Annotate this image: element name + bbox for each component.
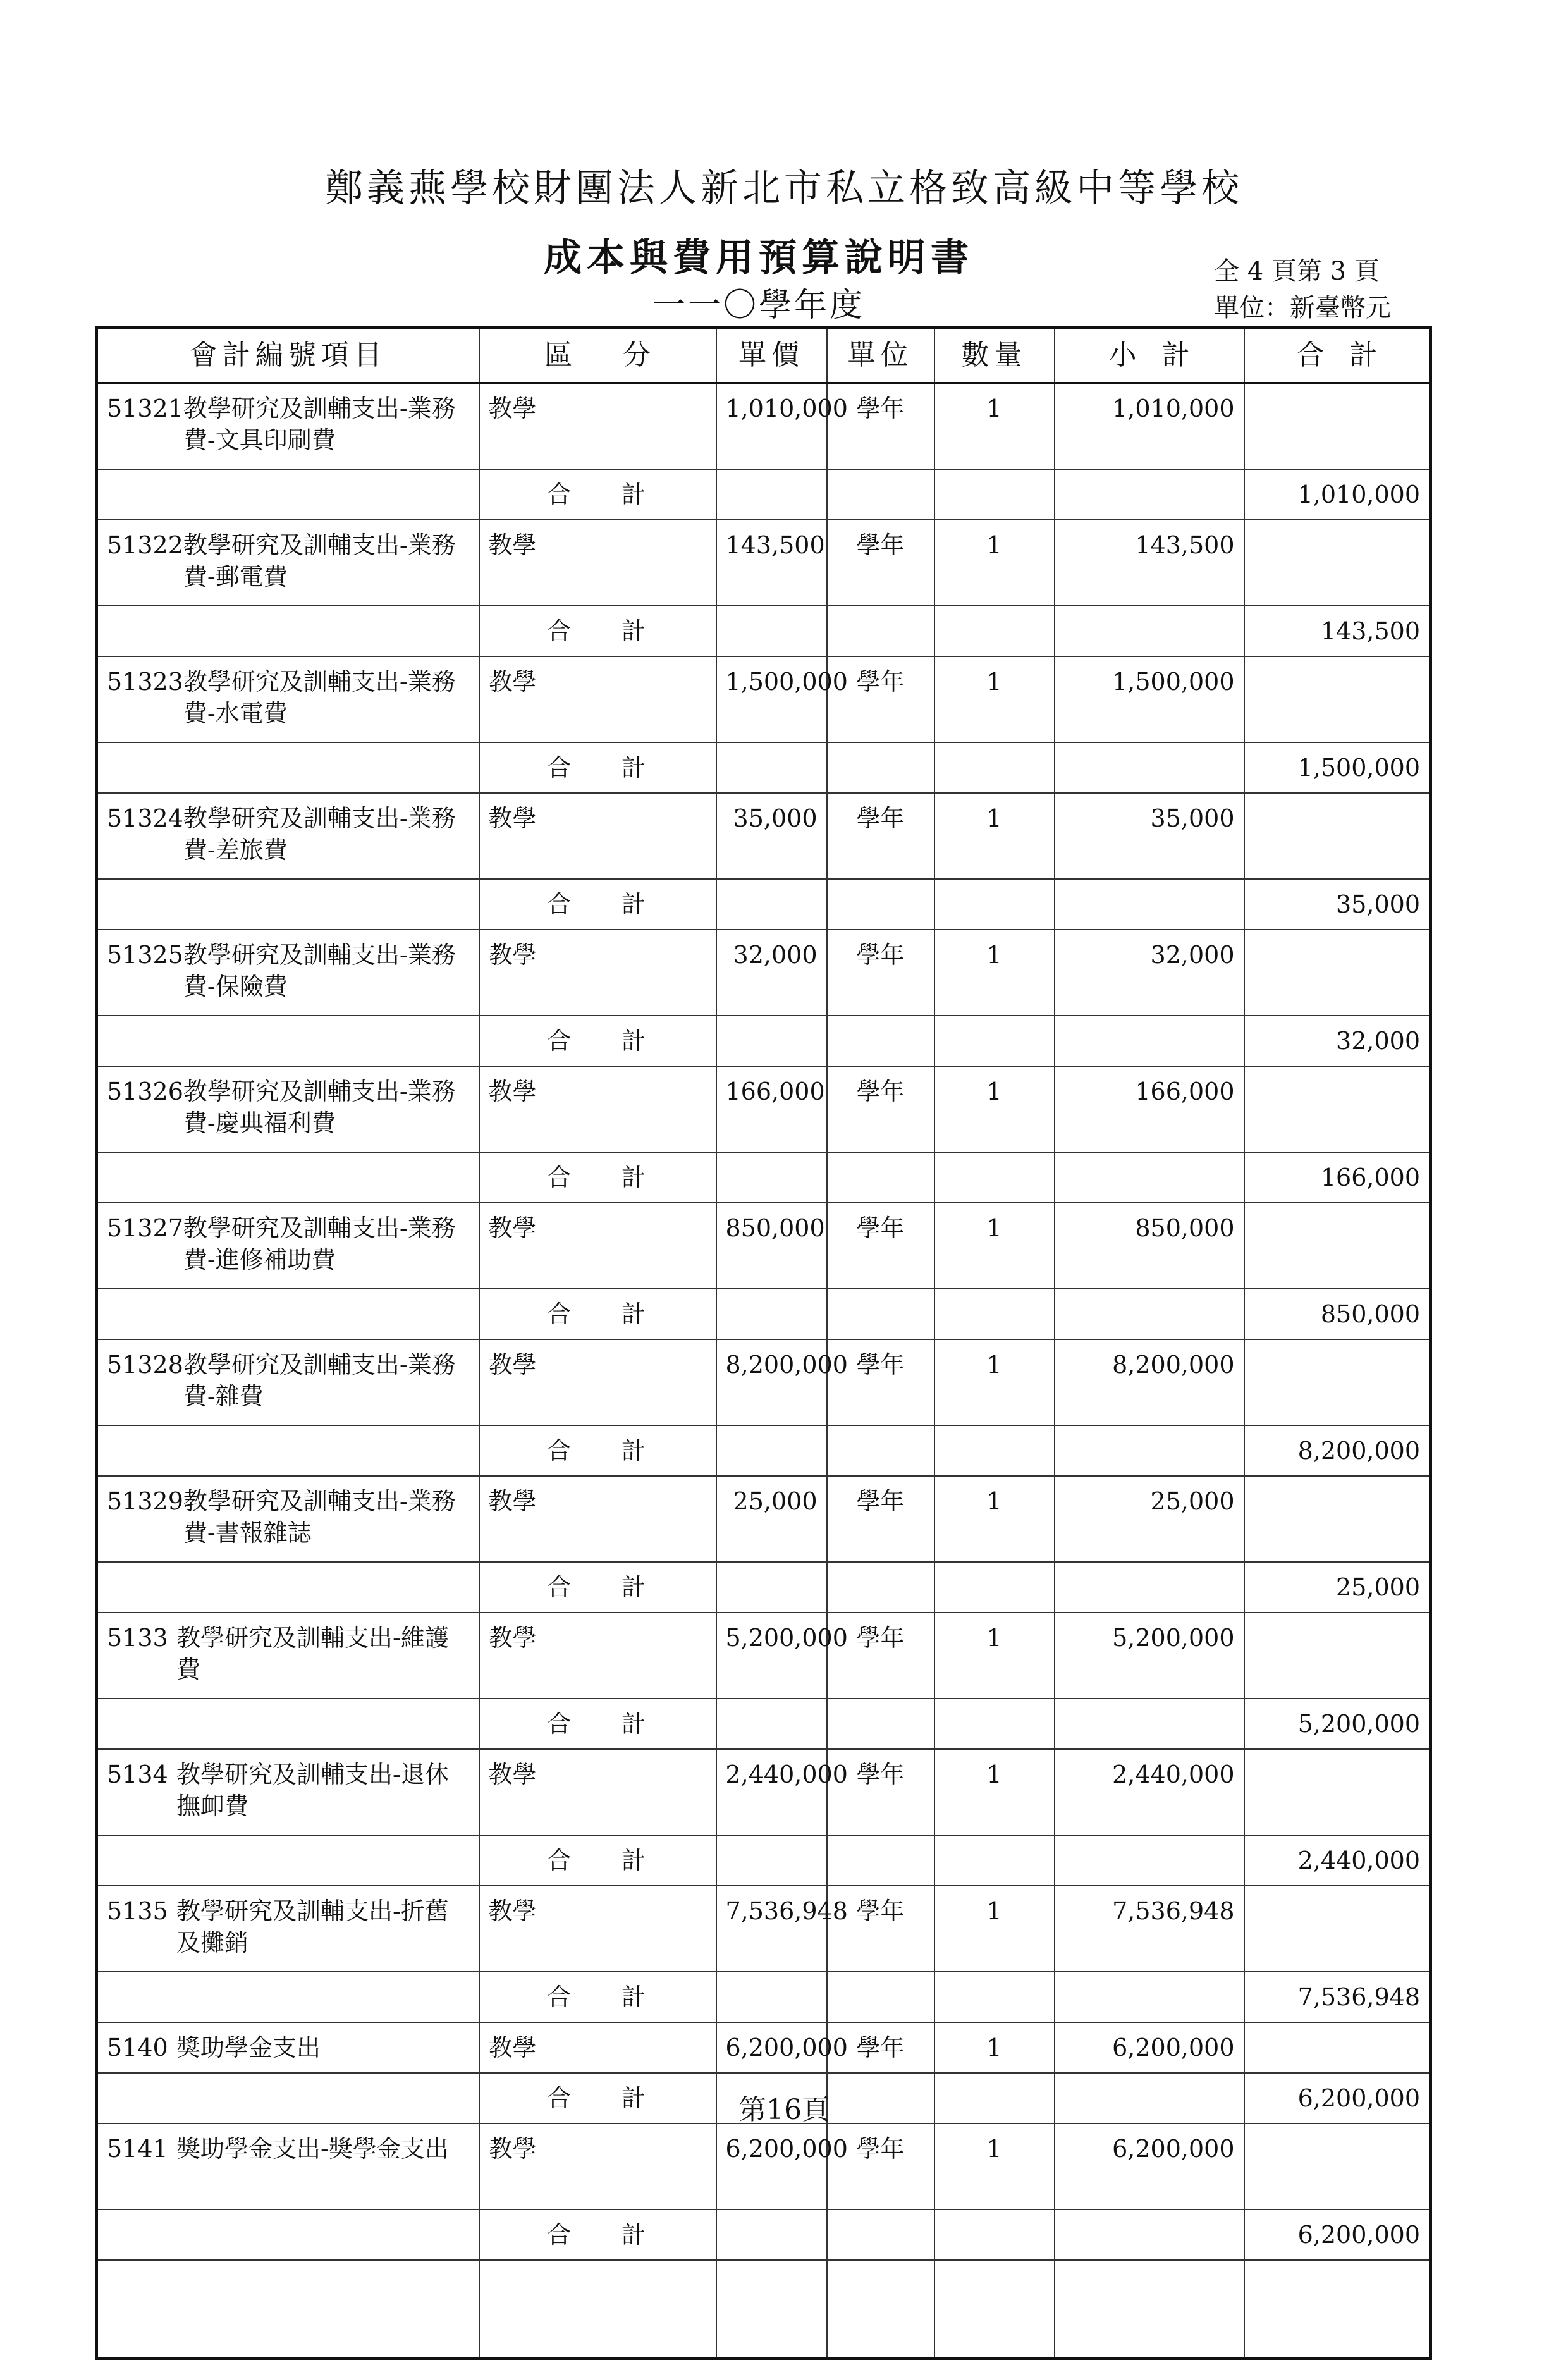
empty-cell: [716, 1835, 827, 1886]
category-cell: 教學: [479, 1203, 716, 1289]
empty-cell: [1055, 1562, 1244, 1613]
empty-cell: [934, 879, 1055, 930]
unit-price-cell: 6,200,000: [716, 2123, 827, 2209]
empty-cell: [934, 1972, 1055, 2022]
unit-price-cell: 5,200,000: [716, 1613, 827, 1699]
sum-total-cell: 5,200,000: [1244, 1699, 1431, 1749]
empty-cell: [827, 879, 934, 930]
category-cell: 教學: [479, 383, 716, 469]
empty-cell: [1055, 1699, 1244, 1749]
category-cell: 教學: [479, 793, 716, 879]
empty-cell: [934, 1016, 1055, 1066]
unit-cell: 學年: [827, 1203, 934, 1289]
unit-cell: 學年: [827, 930, 934, 1016]
total-cell: [1244, 1613, 1431, 1699]
account-code: 51325: [107, 940, 183, 969]
empty-cell: [716, 1016, 827, 1066]
account-cell: [97, 930, 479, 1016]
unit-cell: 學年: [827, 1613, 934, 1699]
unit-price-cell: 7,536,948: [716, 1886, 827, 1972]
account-cell: [97, 656, 479, 742]
unit-price-cell: 25,000: [716, 1476, 827, 1562]
subtotal-cell: 6,200,000: [1055, 2123, 1244, 2209]
table-row: [97, 1203, 1431, 1289]
total-cell: [1244, 793, 1431, 879]
empty-cell: [934, 469, 1055, 520]
account-code: 5134: [107, 1760, 168, 1788]
account-name: 教學研究及訓輔支出-業務費-水電費: [183, 667, 456, 727]
account-cell: [97, 793, 479, 879]
quantity-cell: 1: [934, 2123, 1055, 2209]
table-row: [97, 1749, 1431, 1835]
sum-row: [97, 1972, 1431, 2022]
empty-cell: [934, 742, 1055, 793]
empty-cell: [827, 606, 934, 656]
account-cell: [97, 1749, 479, 1835]
account-entry: [107, 1349, 470, 1412]
unit-cell: 學年: [827, 656, 934, 742]
total-cell: [1244, 1066, 1431, 1152]
account-entry: [107, 2032, 470, 2063]
sum-row: [97, 1152, 1431, 1203]
empty-cell: [97, 742, 479, 793]
empty-cell: [479, 2260, 716, 2359]
table-row: [97, 1066, 1431, 1152]
page-count: 全 4 頁第 3 頁: [1214, 257, 1380, 286]
unit-cell: 學年: [827, 520, 934, 606]
account-name: 教學研究及訓輔支出-業務費-書報雜誌: [183, 1487, 456, 1547]
account-cell: [97, 1203, 479, 1289]
subtotal-cell: 25,000: [1055, 1476, 1244, 1562]
total-cell: [1244, 1203, 1431, 1289]
empty-cell: [716, 469, 827, 520]
sum-row: [97, 879, 1431, 930]
account-cell: [97, 520, 479, 606]
empty-cell: [716, 1972, 827, 2022]
quantity-cell: 1: [934, 383, 1055, 469]
sum-total-cell: 35,000: [1244, 879, 1431, 930]
quantity-cell: 1: [934, 793, 1055, 879]
empty-cell: [97, 469, 479, 520]
unit-cell: 學年: [827, 1476, 934, 1562]
quantity-cell: 1: [934, 1203, 1055, 1289]
empty-cell: [934, 1289, 1055, 1339]
table-row: [97, 793, 1431, 879]
account-code: 5141: [107, 2134, 168, 2163]
sum-row: [97, 469, 1431, 520]
total-cell: [1244, 1749, 1431, 1835]
sum-total-cell: 1,010,000: [1244, 469, 1431, 520]
table-row: [97, 2022, 1431, 2073]
sum-total-cell: 6,200,000: [1244, 2073, 1431, 2123]
sum-row: [97, 1425, 1431, 1476]
unit-cell: 學年: [827, 383, 934, 469]
account-name: 教學研究及訓輔支出-業務費-保險費: [183, 940, 456, 1000]
sum-label: 合計: [479, 1152, 716, 1203]
empty-cell: [716, 606, 827, 656]
unit-price-cell: 2,440,000: [716, 1749, 827, 1835]
total-cell: [1244, 520, 1431, 606]
unit-cell: 學年: [827, 1886, 934, 1972]
document-title: 成本與費用預算說明書: [544, 236, 974, 280]
account-entry: [107, 2133, 470, 2165]
table-row: [97, 520, 1431, 606]
subtotal-cell: 8,200,000: [1055, 1339, 1244, 1425]
account-cell: [97, 2022, 479, 2073]
unit-cell: 學年: [827, 2022, 934, 2073]
empty-cell: [827, 1835, 934, 1886]
sum-total-cell: 32,000: [1244, 1016, 1431, 1066]
account-name: 教學研究及訓輔支出-業務費-文具印刷費: [183, 395, 456, 454]
sum-label: 合計: [479, 742, 716, 793]
account-name: 教學研究及訓輔支出-業務費-進修補助費: [183, 1214, 456, 1274]
unit-cell: 學年: [827, 2123, 934, 2209]
account-code: 51321: [107, 395, 183, 422]
empty-cell: [97, 1289, 479, 1339]
account-code: 51329: [107, 1487, 183, 1515]
quantity-cell: 1: [934, 1066, 1055, 1152]
empty-cell: [716, 1425, 827, 1476]
unit-price-cell: 166,000: [716, 1066, 827, 1152]
subtotal-cell: 1,010,000: [1055, 383, 1244, 469]
empty-cell: [97, 1562, 479, 1613]
account-code: 51322: [107, 531, 183, 559]
sum-label: 合計: [479, 879, 716, 930]
total-cell: [1244, 2022, 1431, 2073]
empty-cell: [716, 2260, 827, 2359]
empty-cell: [934, 1425, 1055, 1476]
sum-row: [97, 1289, 1431, 1339]
sum-row: [97, 606, 1431, 656]
category-cell: 教學: [479, 520, 716, 606]
empty-cell: [97, 2260, 479, 2359]
empty-cell: [827, 1425, 934, 1476]
account-name: 教學研究及訓輔支出-業務費-差旅費: [183, 804, 456, 864]
category-cell: 教學: [479, 930, 716, 1016]
empty-cell: [827, 1016, 934, 1066]
account-entry: [107, 939, 470, 1002]
account-name: 教學研究及訓輔支出-業務費-雜費: [183, 1350, 456, 1410]
account-cell: [97, 1476, 479, 1562]
empty-cell: [934, 1562, 1055, 1613]
category-cell: 教學: [479, 1613, 716, 1699]
account-code: 5140: [107, 2033, 168, 2062]
unit-cell: 學年: [827, 1749, 934, 1835]
empty-cell: [97, 2209, 479, 2260]
total-cell: [1244, 930, 1431, 1016]
subtotal-cell: 6,200,000: [1055, 2022, 1244, 2073]
col-header-total: 合計: [1244, 328, 1431, 383]
empty-cell: [716, 2209, 827, 2260]
quantity-cell: 1: [934, 1476, 1055, 1562]
empty-cell: [934, 606, 1055, 656]
empty-cell: [1055, 1152, 1244, 1203]
empty-cell: [1244, 2260, 1431, 2359]
quantity-cell: 1: [934, 1339, 1055, 1425]
empty-cell: [1055, 606, 1244, 656]
col-header-subtotal: 小計: [1055, 328, 1244, 383]
unit-price-cell: 1,010,000: [716, 383, 827, 469]
unit-cell: 學年: [827, 1339, 934, 1425]
empty-cell: [1055, 1972, 1244, 2022]
account-name: 獎助學金支出: [176, 2033, 321, 2062]
table-row: [97, 1476, 1431, 1562]
empty-cell: [97, 1835, 479, 1886]
account-entry: [107, 666, 470, 729]
empty-cell: [716, 1289, 827, 1339]
table-row: [97, 1886, 1431, 1972]
sum-label: 合計: [479, 1562, 716, 1613]
account-cell: [97, 1886, 479, 1972]
account-cell: [97, 2123, 479, 2209]
empty-cell: [97, 606, 479, 656]
sum-row: [97, 1562, 1431, 1613]
unit-price-cell: 850,000: [716, 1203, 827, 1289]
empty-cell: [716, 1699, 827, 1749]
account-code: 5135: [107, 1896, 168, 1925]
subtotal-cell: 7,536,948: [1055, 1886, 1244, 1972]
sum-total-cell: 1,500,000: [1244, 742, 1431, 793]
empty-cell: [934, 2260, 1055, 2359]
empty-cell: [827, 1699, 934, 1749]
currency-unit: 單位：新臺幣元: [1214, 293, 1391, 323]
sum-label: 合計: [479, 1016, 716, 1066]
empty-cell: [934, 1699, 1055, 1749]
sum-total-cell: 6,200,000: [1244, 2209, 1431, 2260]
sum-total-cell: 143,500: [1244, 606, 1431, 656]
account-entry: [107, 1622, 470, 1685]
total-cell: [1244, 1886, 1431, 1972]
subtotal-cell: 166,000: [1055, 1066, 1244, 1152]
account-name: 教學研究及訓輔支出-業務費-郵電費: [183, 531, 456, 591]
empty-cell: [97, 879, 479, 930]
subtotal-cell: 2,440,000: [1055, 1749, 1244, 1835]
sum-label: 合計: [479, 1289, 716, 1339]
total-cell: [1244, 383, 1431, 469]
account-cell: [97, 1339, 479, 1425]
unit-price-cell: 143,500: [716, 520, 827, 606]
unit-cell: 學年: [827, 1066, 934, 1152]
empty-cell: [1055, 879, 1244, 930]
blank-row: [97, 2260, 1431, 2359]
table-row: [97, 2123, 1431, 2209]
budget-table: [95, 326, 1432, 2360]
empty-cell: [1055, 1835, 1244, 1886]
empty-cell: [97, 1152, 479, 1203]
empty-cell: [716, 1152, 827, 1203]
account-entry: [107, 393, 470, 456]
sum-label: 合計: [479, 2209, 716, 2260]
empty-cell: [1055, 1289, 1244, 1339]
unit-price-cell: 8,200,000: [716, 1339, 827, 1425]
sum-label: 合計: [479, 606, 716, 656]
col-header-unit: 單位: [827, 328, 934, 383]
empty-cell: [827, 1972, 934, 2022]
page-info-block: [1214, 253, 1391, 326]
organization-name: 鄭義燕學校財團法人新北市私立格致高級中等學校: [325, 166, 1243, 211]
quantity-cell: 1: [934, 1886, 1055, 1972]
category-cell: 教學: [479, 1886, 716, 1972]
category-cell: 教學: [479, 1339, 716, 1425]
empty-cell: [827, 1562, 934, 1613]
account-code: 51328: [107, 1350, 183, 1379]
col-header-category: 區分: [479, 328, 716, 383]
category-cell: 教學: [479, 1749, 716, 1835]
account-name: 教學研究及訓輔支出-退休撫卹費: [176, 1760, 449, 1820]
account-code: 51327: [107, 1214, 183, 1242]
quantity-cell: 1: [934, 2022, 1055, 2073]
quantity-cell: 1: [934, 1613, 1055, 1699]
empty-cell: [97, 1016, 479, 1066]
empty-cell: [934, 1152, 1055, 1203]
table-row: [97, 383, 1431, 469]
subtotal-cell: 850,000: [1055, 1203, 1244, 1289]
sum-label: 合計: [479, 1972, 716, 2022]
unit-price-cell: 1,500,000: [716, 656, 827, 742]
unit-price-cell: 6,200,000: [716, 2022, 827, 2073]
sum-total-cell: 166,000: [1244, 1152, 1431, 1203]
empty-cell: [827, 469, 934, 520]
sum-label: 合計: [479, 1835, 716, 1886]
total-cell: [1244, 2123, 1431, 2209]
subtotal-cell: 35,000: [1055, 793, 1244, 879]
category-cell: 教學: [479, 1476, 716, 1562]
sum-label: 合計: [479, 1425, 716, 1476]
quantity-cell: 1: [934, 930, 1055, 1016]
account-cell: [97, 1613, 479, 1699]
empty-cell: [97, 1425, 479, 1476]
sum-total-cell: 850,000: [1244, 1289, 1431, 1339]
empty-cell: [827, 2209, 934, 2260]
account-entry: [107, 1895, 470, 1958]
table-row: [97, 656, 1431, 742]
empty-cell: [97, 1972, 479, 2022]
sum-label: 合計: [479, 2073, 716, 2123]
sum-label: 合計: [479, 469, 716, 520]
sum-total-cell: 2,440,000: [1244, 1835, 1431, 1886]
category-cell: 教學: [479, 2022, 716, 2073]
quantity-cell: 1: [934, 1749, 1055, 1835]
account-code: 5133: [107, 1623, 168, 1652]
account-entry: [107, 1076, 470, 1139]
empty-cell: [827, 2260, 934, 2359]
table-row: [97, 930, 1431, 1016]
sum-row: [97, 2209, 1431, 2260]
empty-cell: [827, 742, 934, 793]
empty-cell: [1055, 1016, 1244, 1066]
account-entry: [107, 802, 470, 866]
empty-cell: [97, 1699, 479, 1749]
table-row: [97, 1613, 1431, 1699]
account-cell: [97, 1066, 479, 1152]
col-header-quantity: 數量: [934, 328, 1055, 383]
empty-cell: [1055, 2260, 1244, 2359]
empty-cell: [716, 742, 827, 793]
empty-cell: [716, 879, 827, 930]
empty-cell: [827, 1289, 934, 1339]
quantity-cell: 1: [934, 656, 1055, 742]
total-cell: [1244, 656, 1431, 742]
quantity-cell: 1: [934, 520, 1055, 606]
col-header-unit-price: 單價: [716, 328, 827, 383]
sum-total-cell: 7,536,948: [1244, 1972, 1431, 2022]
subtotal-cell: 5,200,000: [1055, 1613, 1244, 1699]
category-cell: 教學: [479, 2123, 716, 2209]
subtotal-cell: 32,000: [1055, 930, 1244, 1016]
category-cell: 教學: [479, 656, 716, 742]
account-code: 51324: [107, 804, 183, 832]
account-entry: [107, 529, 470, 593]
account-entry: [107, 1212, 470, 1275]
sum-row: [97, 742, 1431, 793]
empty-cell: [934, 1835, 1055, 1886]
table-row: [97, 1339, 1431, 1425]
subtotal-cell: 1,500,000: [1055, 656, 1244, 742]
total-cell: [1244, 1476, 1431, 1562]
account-code: 51326: [107, 1077, 183, 1105]
account-code: 51323: [107, 667, 183, 696]
empty-cell: [1055, 2209, 1244, 2260]
category-cell: 教學: [479, 1066, 716, 1152]
col-header-account: 會計編號項目: [97, 328, 479, 383]
account-entry: [107, 1759, 470, 1822]
sum-row: [97, 1699, 1431, 1749]
table-header-row: [97, 328, 1431, 383]
account-name: 教學研究及訓輔支出-折舊及攤銷: [176, 1896, 449, 1957]
empty-cell: [1055, 742, 1244, 793]
account-name: 教學研究及訓輔支出-維護費: [176, 1623, 449, 1683]
unit-price-cell: 35,000: [716, 793, 827, 879]
account-entry: [107, 1485, 470, 1549]
sum-row: [97, 1016, 1431, 1066]
subtotal-cell: 143,500: [1055, 520, 1244, 606]
account-name: 獎助學金支出-獎學金支出: [176, 2134, 449, 2163]
sum-total-cell: 8,200,000: [1244, 1425, 1431, 1476]
sum-total-cell: 25,000: [1244, 1562, 1431, 1613]
unit-price-cell: 32,000: [716, 930, 827, 1016]
account-cell: [97, 383, 479, 469]
total-cell: [1244, 1339, 1431, 1425]
unit-cell: 學年: [827, 793, 934, 879]
empty-cell: [1055, 469, 1244, 520]
empty-cell: [934, 2209, 1055, 2260]
page-number: 第16頁: [738, 2094, 830, 2126]
sum-label: 合計: [479, 1699, 716, 1749]
account-name: 教學研究及訓輔支出-業務費-慶典福利費: [183, 1077, 456, 1137]
school-year: 一一〇學年度: [652, 286, 865, 324]
empty-cell: [716, 1562, 827, 1613]
empty-cell: [1055, 1425, 1244, 1476]
empty-cell: [827, 1152, 934, 1203]
sum-row: [97, 1835, 1431, 1886]
